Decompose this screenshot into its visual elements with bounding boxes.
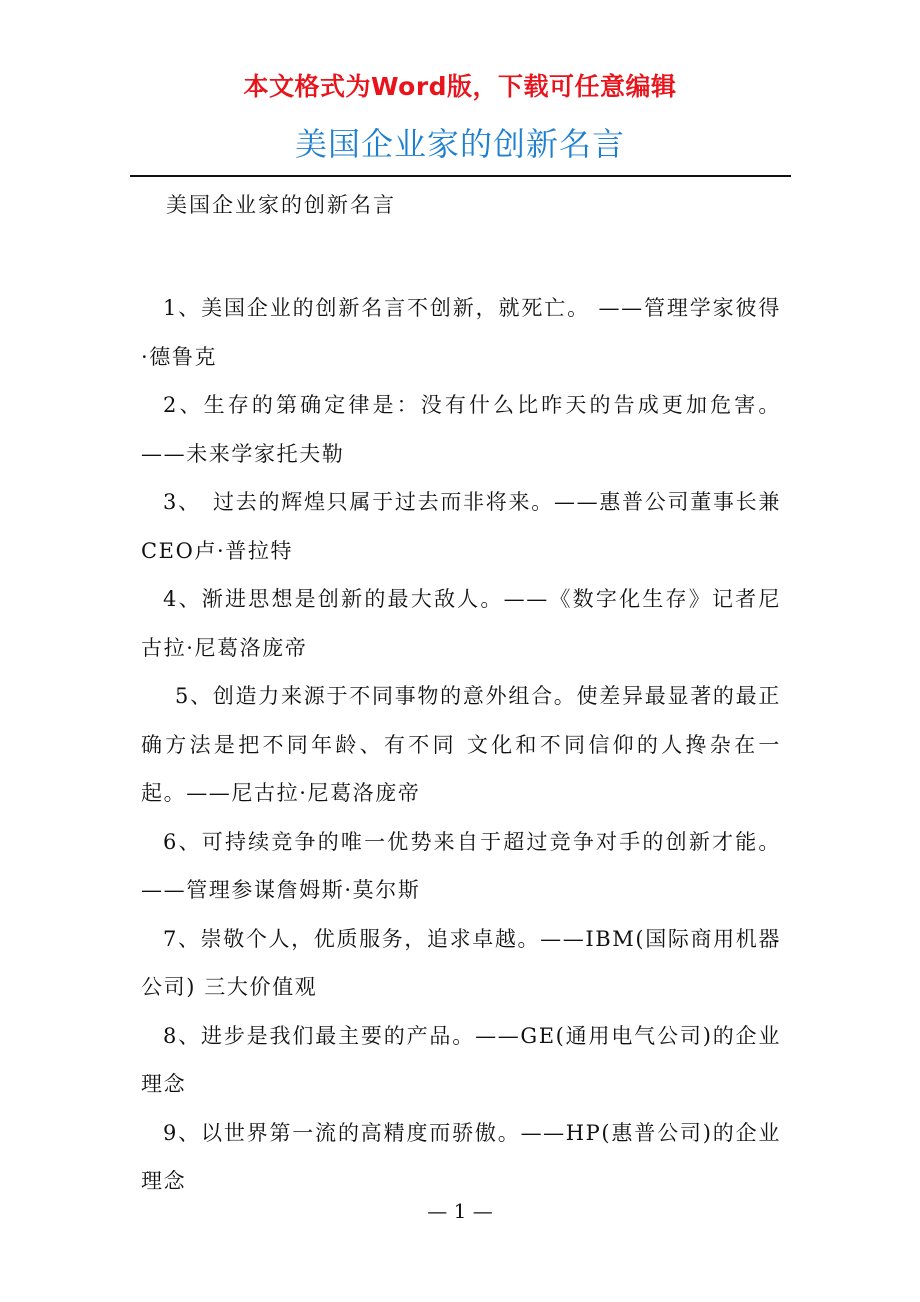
document-subheading: 美国企业家的创新名言: [166, 193, 396, 217]
document-title: 美国企业家的创新名言: [294, 125, 625, 163]
title-divider: [130, 175, 791, 177]
page-number: — 1 —: [427, 1199, 493, 1223]
editable-format-banner: 本文格式为Word版，下载可任意编辑: [243, 72, 677, 101]
quote-item-4: 4、渐进思想是创新的最大敌人。——《数字化生存》记者尼古拉·尼葛洛庞帝: [141, 587, 781, 660]
quote-item-9: 9、以世界第一流的高精度而骄傲。——HP(惠普公司)的企业理念: [141, 1120, 781, 1193]
quote-item-2: 2、生存的第确定律是：没有什么比昨天的告成更加危害。——未来学家托夫勒: [141, 393, 781, 466]
quote-item-5: 5、创造力来源于不同事物的意外组合。使差异最显著的最正确方法是把不同年龄、有不同 文化和不同信仰的人搀杂在一起。——尼古拉·尼葛洛庞帝: [141, 684, 781, 805]
quote-item-7: 7、崇敬个人，优质服务，追求卓越。——IBM(国际商用机器公司) 三大价值观: [141, 926, 781, 999]
quote-list: [141, 284, 781, 1206]
quote-item-8: 8、进步是我们最主要的产品。——GE(通用电气公司)的企业理念: [141, 1023, 781, 1096]
quote-item-1: 1、美国企业的创新名言不创新，就死亡。 ——管理学家彼得·德鲁克: [141, 296, 781, 369]
quote-item-6: 6、可持续竞争的唯一优势来自于超过竞争对手的创新才能。——管理参谋詹姆斯·莫尔斯: [141, 829, 781, 902]
quote-item-3: 3、 过去的辉煌只属于过去而非将来。——惠普公司董事长兼CEO卢·普拉特: [141, 490, 781, 563]
